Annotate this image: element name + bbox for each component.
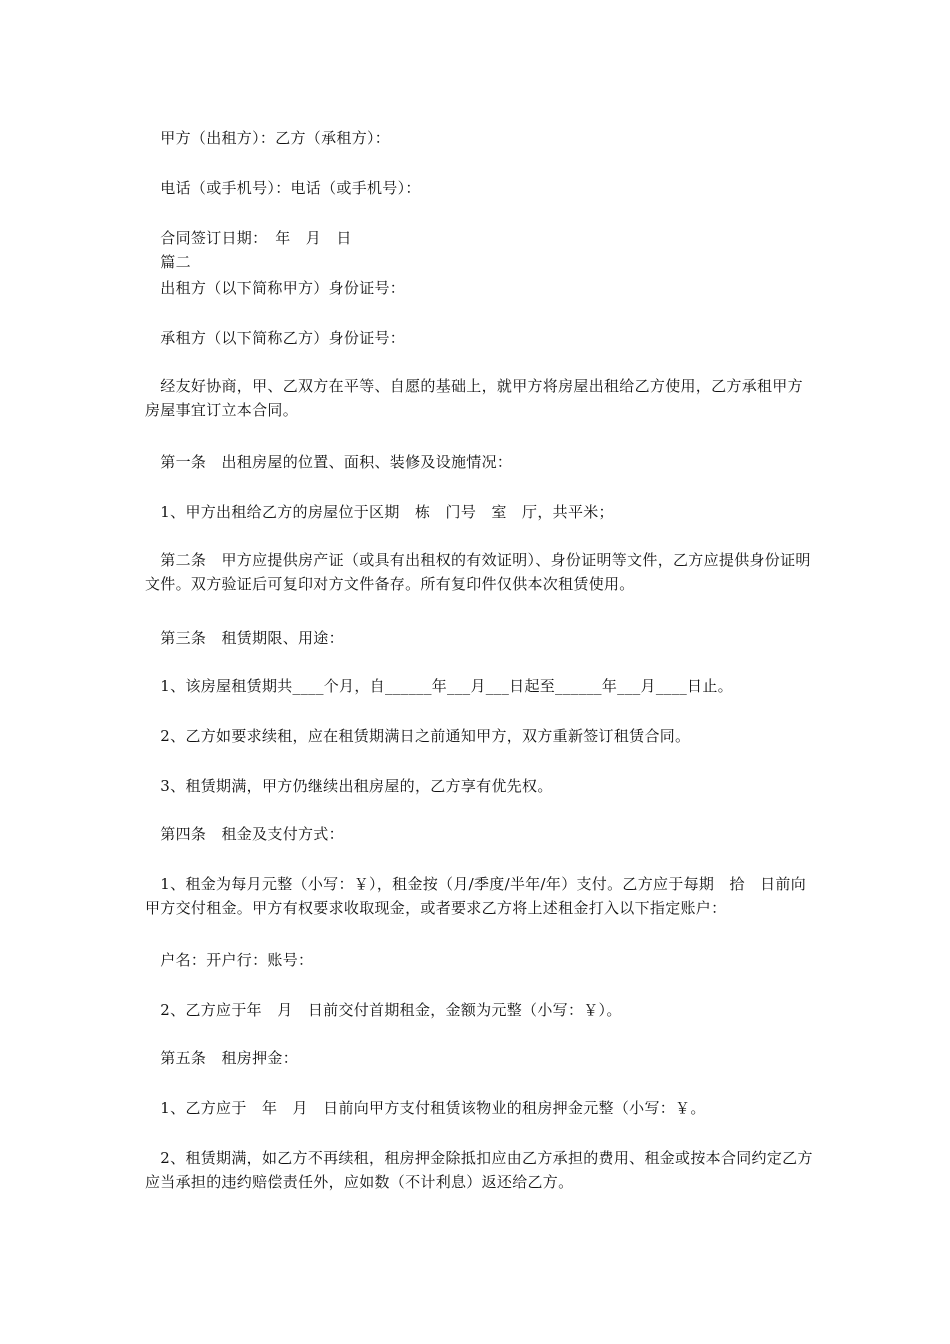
lessee-id-line: 承租方（以下简称乙方）身份证号：	[145, 329, 406, 347]
phones-line: 电话（或手机号）：电话（或手机号）：	[145, 179, 421, 197]
article-5-item-1: 1、乙方应于 年 月 日前向甲方支付租赁该物业的租房押金元整（小写：￥。	[145, 1099, 706, 1117]
account-line: 户名：开户行：账号：	[145, 951, 314, 969]
article-5-title: 第五条 租房押金：	[145, 1049, 299, 1067]
lessor-id-line: 出租方（以下简称甲方）身份证号：	[145, 279, 406, 297]
article-3-item-1: 1、该房屋租赁期共____个月，自______年___月___日起至______年___月____日止。	[145, 677, 733, 695]
article-3-item-3: 3、租赁期满，甲方仍继续出租房屋的，乙方享有优先权。	[145, 777, 553, 795]
article-3-item-2: 2、乙方如要求续租，应在租赁期满日之前通知甲方，双方重新签订租赁合同。	[145, 727, 691, 745]
article-4-title: 第四条 租金及支付方式：	[145, 825, 344, 843]
article-1-title: 第一条 出租房屋的位置、面积、装修及设施情况：	[145, 453, 513, 471]
intro-paragraph: 经友好协商，甲、乙双方在平等、自愿的基础上，就甲方将房屋出租给乙方使用，乙方承租甲方房屋事宜订立本合同。	[145, 377, 803, 419]
article-1-item-1: 1、甲方出租给乙方的房屋位于区期 栋 门号 室 厅，共平米；	[145, 503, 614, 521]
section-heading: 篇二	[145, 253, 191, 271]
article-5-item-2: 2、租赁期满，如乙方不再续租，租房押金除抵扣应由乙方承担的费用、租金或按本合同约定乙方应当承担的违约赔偿责任外，应如数（不计利息）返还给乙方。	[145, 1149, 813, 1191]
sign-date-line: 合同签订日期： 年 月 日	[145, 229, 352, 247]
article-4-item-2: 2、乙方应于年 月 日前交付首期租金，金额为元整（小写：￥）。	[145, 1001, 622, 1019]
article-4-item-1: 1、租金为每月元整（小写：￥），租金按（月/季度/半年/年）支付。乙方应于每期 拾 日前向甲方交付租金。甲方有权要求收取现金，或者要求乙方将上述租金打入以下指定账户：	[145, 875, 807, 917]
parties-line: 甲方（出租方）：乙方（承租方）：	[145, 129, 391, 147]
article-3-title: 第三条 租赁期限、用途：	[145, 629, 344, 647]
article-2-paragraph: 第二条 甲方应提供房产证（或具有出租权的有效证明）、身份证明等文件，乙方应提供身份证明文件。双方验证后可复印对方文件备存。所有复印件仅供本次租赁使用。	[145, 551, 811, 593]
